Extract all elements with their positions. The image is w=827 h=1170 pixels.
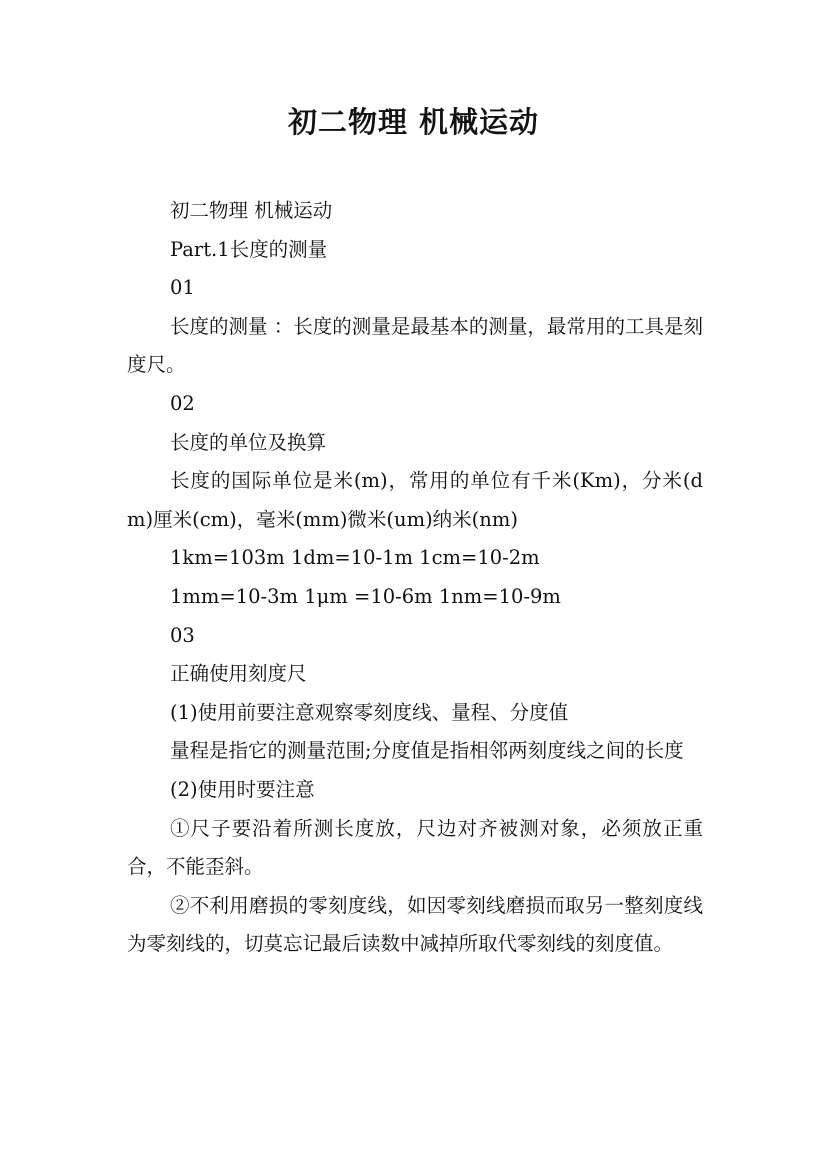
section-heading: 正确使用刻度尺 [170, 662, 307, 686]
document-body [127, 192, 703, 964]
paragraph-text: 长度的国际单位是米(m)，常用的单位有千米(Km)，分米(dm)厘米(cm)，毫米(mm)微米(um)纳米(nm) [127, 469, 703, 531]
formula-line: 1mm=10-3m 1μm =10-6m 1nm=10-9m [170, 584, 561, 608]
document-title: 初二物理 机械运动 [287, 105, 540, 139]
list-item: (2)使用时要注意 [170, 777, 315, 801]
paragraph-heading: 初二物理 机械运动 [170, 199, 333, 222]
section-number: 01 [170, 276, 195, 300]
list-item: ①尺子要沿着所测长度放，尺边对齐被测对象，必须放正重合，不能歪斜。 [127, 816, 703, 879]
list-item: ②不利用磨损的零刻度线，如因零刻线磨损而取另一整刻度线为零刻线的，切莫忘记最后读数中减掉所取代零刻线的刻度值。 [127, 893, 703, 956]
section-number: 02 [170, 391, 195, 415]
formula-line: 1km=103m 1dm=10-1m 1cm=10-2m [170, 546, 540, 570]
section-heading: 长度的单位及换算 [170, 430, 327, 454]
paragraph-part-title: Part.1长度的测量 [170, 237, 328, 261]
section-number: 03 [170, 623, 195, 647]
paragraph-text: 量程是指它的测量范围;分度值是指相邻两刻度线之间的长度 [170, 739, 684, 763]
paragraph-text: 长度的测量 ：长度的测量是最基本的测量，最常用的工具是刻度尺。 [127, 314, 703, 377]
list-item: (1)使用前要注意观察零刻度线、量程、分度值 [170, 700, 569, 724]
